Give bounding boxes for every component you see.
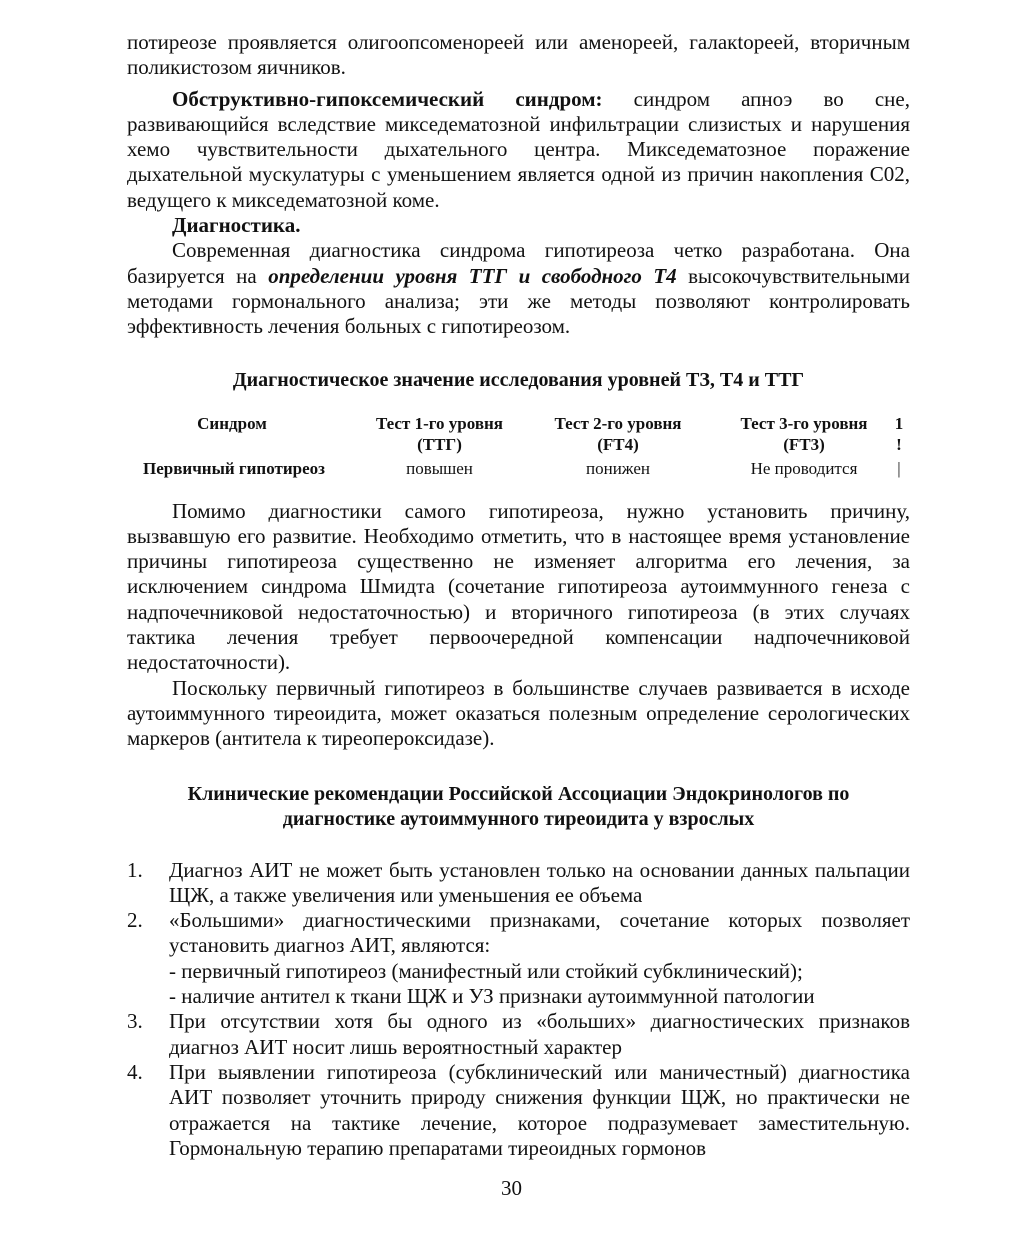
test3-hormone: (FT3) [783,434,825,454]
list-item-number: 2. [127,908,143,933]
table-header-syndrome: Синдром [197,413,267,433]
list-item-text: При выявлении гипотиреоза (субклинический или маничестный) диагностика АИТ позволяет уточнить природу снижения функции ЩЖ, но практически не отражается на тактике лечение, которое подразумевает заместительную. Гормональную терапию препаратами тиреоидных гормонов [169,1059,910,1160]
markers-paragraph: Поскольку первичный гипотиреоз в большинстве случаев развивается в исходе аутоиммунного тиреоидита, может оказаться полезным определение серологических маркеров (антитела к тиреопероксидазе). [127,675,910,751]
list-item-text: При отсутствии хотя бы одного из «больших» диагностических признаков диагноз АИТ носит лишь вероятностный характер [169,1009,910,1059]
obstructive-syndrome-paragraph [127,87,910,213]
diagnostics-heading: Диагностика. [172,213,301,238]
table-cell-ft4: понижен [586,458,650,478]
list-item [127,1060,910,1161]
obstructive-syndrome-heading: Обструктивно-гипоксемический синдром: [172,86,603,111]
recommendations-title-line2: диагностике аутоиммунного тиреоидита у взрослых [282,807,755,830]
list-item-number: 3. [127,1009,143,1034]
table-header-test1 [357,413,522,455]
list-item-text: Диагноз АИТ не может быть установлен только на основании данных пальпации ЩЖ, а также увеличения или уменьшения ее объема [169,857,910,907]
list-item-number: 1. [127,857,143,882]
table-title: Диагностическое значение исследования уровней ТЗ, Т4 и ТТГ [232,368,805,391]
intro-paragraph: потиреозе проявляется олигоопсоменореей или аменореей, галакtореей, вторичным поликистозом яичников. [127,30,910,80]
table-cell-cut: | [897,458,901,478]
list-item [127,858,910,909]
table-cell-syndrome: Первичный гипотиреоз [143,458,325,478]
diagnostics-text-before: Современная диагностика синдрома гипотиреоза четко разработана. Она базируется на [127,238,910,288]
test3-label: Тест 3-го уровня [740,413,868,433]
recommendations-list [127,858,910,1162]
test1-label: Тест 1-го уровня [375,413,503,433]
diagnostics-paragraph [127,238,910,339]
diagnostic-table [127,413,910,483]
list-item [127,908,910,1009]
test1-hormone: (ТТГ) [417,434,462,454]
table-header-test2 [535,413,701,455]
test2-label: Тест 2-го уровня [554,413,682,433]
table-header-cut [889,413,909,455]
cut-mark-2: ! [896,434,902,454]
diagnostics-emphasis: определении уровня ТТГ и свободного Т4 [268,263,677,288]
recommendations-title-line1: Клинические рекомендации Российской Ассоциации Эндокринологов по [187,782,850,805]
list-item-text: «Большими» диагностическими признаками, сочетание которых позволяет установить диагноз АИТ, являются: [169,908,910,958]
recommendations-title [127,782,910,832]
table-cell-tsh: повышен [406,458,473,478]
list-item-number: 4. [127,1059,143,1084]
test2-hormone: (FT4) [597,434,639,454]
document-page [127,30,910,1161]
obstructive-syndrome-text: синдром апноэ во сне, развивающийся вследствие микседематозной инфильтрации слизистых и нарушения хемо чувствительности дыхательного центра. Микседематозное поражение дыхательной мускулатуры с уменьшением является одной из причин накопления С02, ведущего к микседематозной коме. [127,86,910,212]
page-number: 30 [501,1176,522,1200]
list-subitem: - первичный гипотиреоз (манифестный или стойкий субклинический); [169,958,803,983]
cut-mark-1: 1 [894,413,904,433]
cause-paragraph: Помимо диагностики самого гипотиреоза, нужно установить причину, вызвавшую его развитие. Необходимо отметить, что в настоящее время установление причины гипотиреоза существенно не изменяет алгоритма его лечения, за исключением синдрома Шмидта (сочетание гипотиреоза аутоиммунного генеза с надпочечниковой недостаточностью) и вторичного гипотиреоза (в этих случаях тактика лечения требует первоочередной компенсации надпочечниковой недостаточности). [127,498,910,675]
list-item [127,1009,910,1060]
list-subitem: - наличие антител к ткани ЩЖ и УЗ признаки аутоиммунной патологии [169,984,815,1009]
diagnostics-text-after: высокочувствительными методами гормонального анализа; эти же методы позволяют контролировать эффективность лечения больных с гипотиреозом. [127,263,910,339]
table-cell-ft3: Не проводится [750,458,858,478]
table-header-test3 [723,413,885,455]
